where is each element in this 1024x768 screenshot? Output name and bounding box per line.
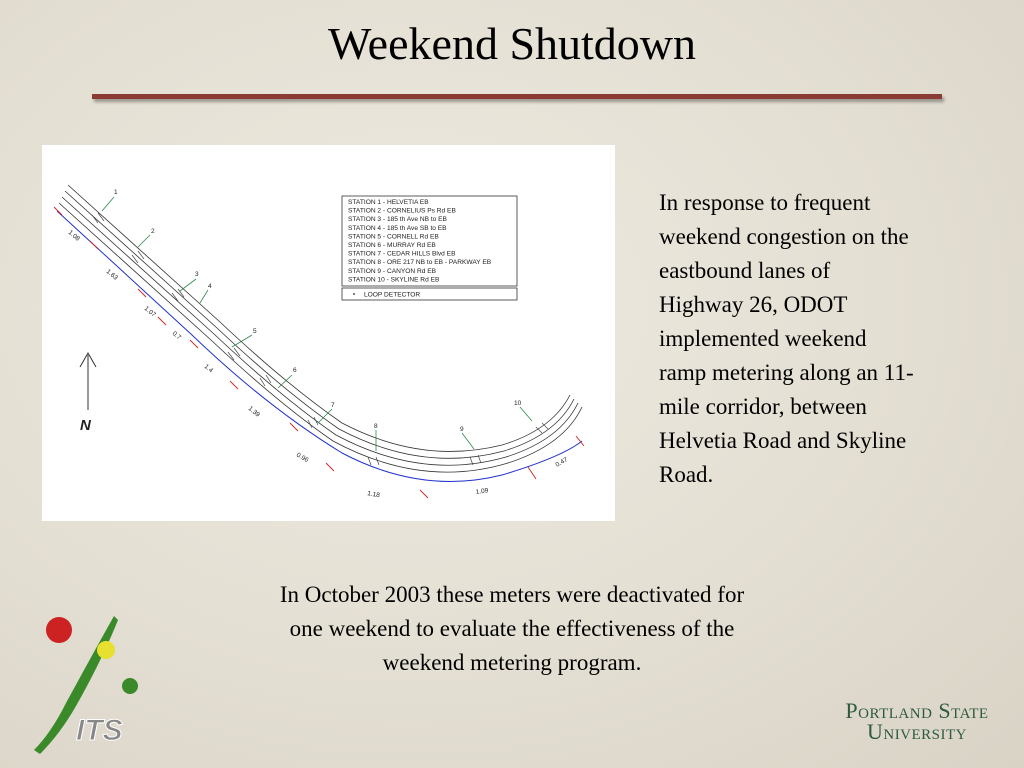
bottom-text-line: one weekend to evaluate the effectiveness of the [289,616,735,641]
side-text-line: Road. [659,462,714,487]
station-number-label: 6 [293,367,297,374]
segment-distance-label: 1.4 [202,363,215,375]
its-logo-text: ITS [76,714,123,747]
legend-station: STATION 5 - CORNELL Rd EB [348,233,439,241]
segment-distance-label: 1.07 [142,305,157,319]
side-text-line: weekend congestion on the [659,224,909,249]
north-arrow-icon [80,353,96,410]
corridor-map [42,145,615,521]
slide-title: Weekend Shutdown [327,18,697,69]
its-logo-icon [26,608,156,758]
station-number-label: 2 [151,228,155,235]
station-number-label: 1 [114,189,118,196]
its-logo [26,608,156,763]
side-text-line: implemented weekend [659,326,867,351]
segment-distance-label: 1.18 [366,490,381,500]
legend-station: STATION 4 - 185 th Ave SB to EB [348,224,447,232]
legend-station: STATION 1 - HELVETIA EB [348,199,429,206]
bottom-paragraph [200,578,824,680]
side-text-line: Highway 26, ODOT [659,292,848,317]
legend-station: STATION 7 - CEDAR HILLS Blvd EB [348,250,456,258]
segment-distance-label: 1.63 [104,268,119,282]
legend-station: STATION 2 - CORNELIUS Ps Rd EB [348,207,456,215]
legend-station: STATION 3 - 185 th Ave NB to EB [348,216,447,224]
segment-distance-label: 0.96 [295,451,310,465]
psu-logo-line1: Portland State [845,698,989,723]
corridor-map-svg [42,145,615,521]
segment-distance-label: 0.7 [170,330,183,342]
side-text-line: ramp metering along an 11- [659,360,914,385]
bottom-text-line: weekend metering program. [382,650,642,675]
legend-station: STATION 9 - CANYON Rd EB [348,267,437,275]
side-text-line: mile corridor, between [659,394,867,419]
title-divider [92,94,942,99]
side-text-line: eastbound lanes of [659,258,831,283]
legend-station: STATION 8 - ORE 217 NB to EB - PARKWAY EB [348,259,492,267]
legend-loop-detector: LOOP DETECTOR [364,291,421,299]
segment-distance-label: 0.47 [554,456,569,469]
bottom-text-line: In October 2003 these meters were deactivated for [279,582,745,607]
north-label: N [80,417,91,434]
station-number-label: 9 [460,426,464,433]
station-number-label: 10 [514,400,522,407]
legend-bullet-icon [353,293,355,295]
psu-logo-line2: University [866,719,968,744]
psu-logo [826,700,1008,742]
legend-station: STATION 6 - MURRAY Rd EB [348,242,436,249]
station-number-label: 4 [208,283,212,290]
station-number-label: 8 [374,423,378,430]
side-text-line: In response to frequent [659,190,871,215]
station-legend [342,196,517,300]
side-paragraph [659,186,989,492]
station-number-label: 7 [331,402,335,409]
segment-distance-label: 1.08 [66,229,81,243]
legend-station: STATION 10 - SKYLINE Rd EB [348,276,440,284]
side-text-line: Helvetia Road and Skyline [659,428,907,453]
segment-distance-label: 1.09 [475,487,489,496]
segment-distance-label: 1.39 [246,405,261,419]
station-number-label: 5 [253,328,257,335]
station-number-label: 3 [195,271,199,278]
